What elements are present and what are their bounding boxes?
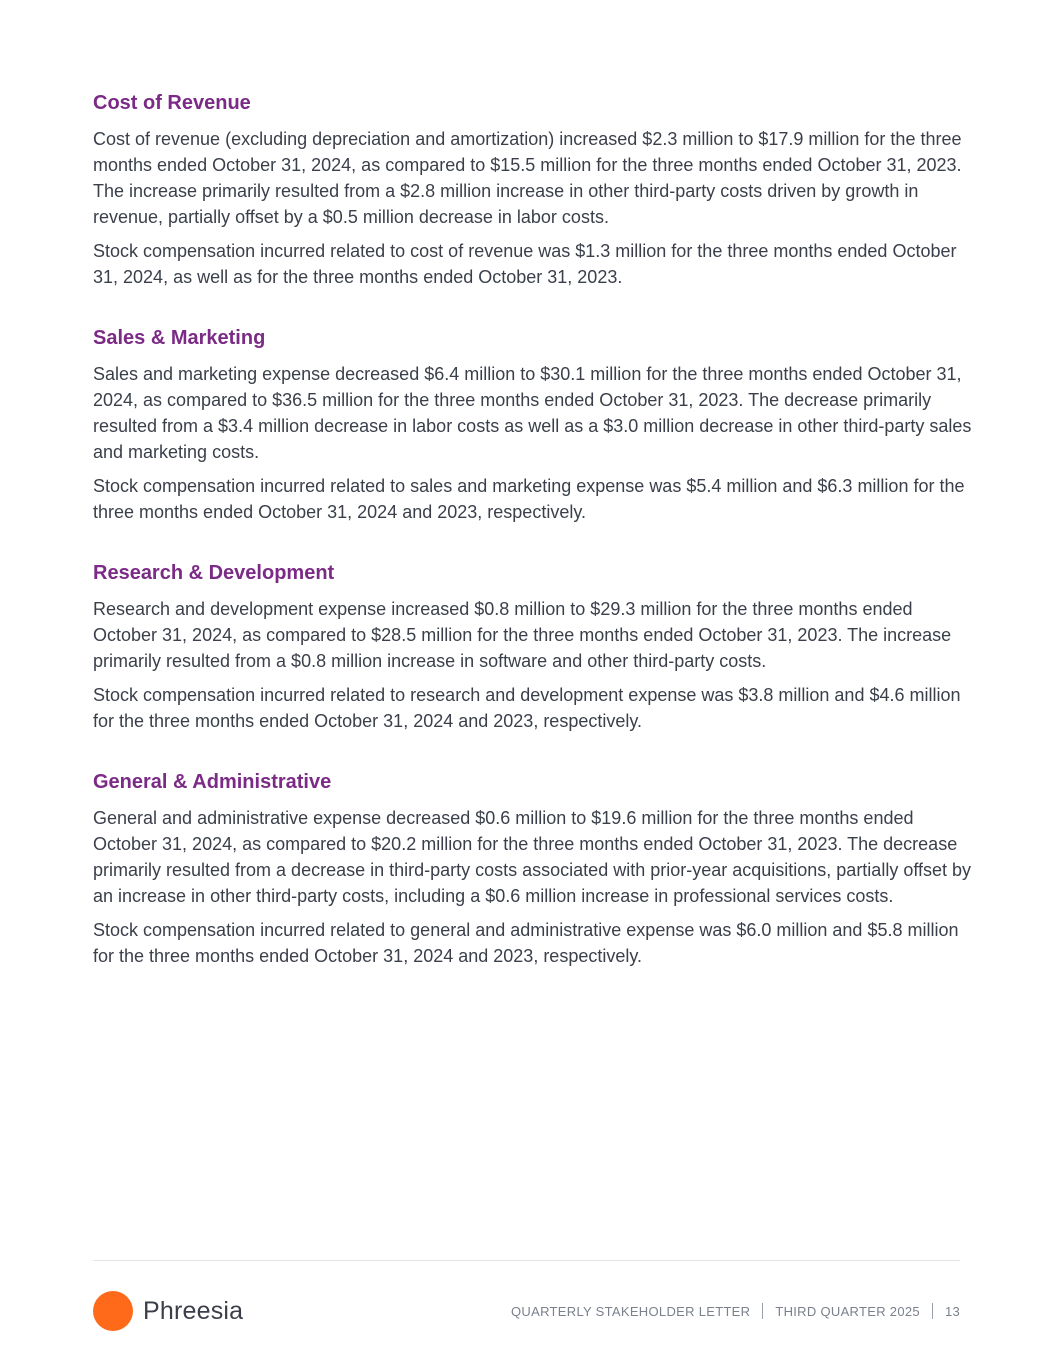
brand-logo xyxy=(93,1290,243,1332)
period-label: THIRD QUARTER 2025 xyxy=(775,1303,920,1319)
section-paragraph: Sales and marketing expense decreased $6.4 million to $30.1 million for the three months ended October 31, 2024, as compared to $36.5 million for the three months ended October 31, 2023. The decrease primarily resulted from a $3.4 million decrease in labor costs as well as a $3.0 million decrease in other third-party sales and marketing costs. xyxy=(93,364,972,462)
section-paragraph: Stock compensation incurred related to general and administrative expense was $6.0 million and $5.8 million for the three months ended October 31, 2024 and 2023, respectively. xyxy=(93,920,959,966)
section-sales-marketing xyxy=(93,325,973,525)
section-paragraph: Cost of revenue (excluding depreciation and amortization) increased $2.3 million to $17.9 million for the three months ended October 31, 2024, as compared to $15.5 million for the three months ended October 31, 2023. The increase primarily resulted from a $2.8 million increase in other third-party costs driven by growth in revenue, partially offset by a $0.5 million decrease in labor costs. xyxy=(93,129,962,227)
section-paragraph: Stock compensation incurred related to sales and marketing expense was $5.4 million and $6.3 million for the three months ended October 31, 2024 and 2023, respectively. xyxy=(93,476,965,522)
section-general-administrative xyxy=(93,769,973,969)
document-body xyxy=(93,90,973,1004)
section-heading: General & Administrative xyxy=(93,771,332,793)
brand-name: Phreesia xyxy=(143,1296,244,1325)
section-heading: Sales & Marketing xyxy=(93,327,266,349)
footer-separator xyxy=(932,1303,933,1319)
footer-divider xyxy=(93,1260,960,1261)
section-paragraph: Stock compensation incurred related to research and development expense was $3.8 million and $4.6 million for the three months ended October 31, 2024 and 2023, respectively. xyxy=(93,685,961,731)
footer-separator xyxy=(762,1303,763,1319)
section-paragraph: Research and development expense increased $0.8 million to $29.3 million for the three months ended October 31, 2024, as compared to $28.5 million for the three months ended October 31, 2023. The increase primarily resulted from a $0.8 million increase in software and other third-party costs. xyxy=(93,599,952,671)
page-footer xyxy=(93,1290,960,1332)
section-research-development xyxy=(93,560,973,734)
section-heading: Research & Development xyxy=(93,562,335,584)
section-cost-of-revenue xyxy=(93,90,973,290)
section-paragraph: Stock compensation incurred related to cost of revenue was $1.3 million for the three months ended October 31, 2024, as well as for the three months ended October 31, 2023. xyxy=(93,241,957,287)
page-number: 13 xyxy=(944,1303,960,1319)
section-paragraph: General and administrative expense decreased $0.6 million to $19.6 million for the three months ended October 31, 2024, as compared to $20.2 million for the three months ended October 31, 2023. The decrease primarily resulted from a decrease in third-party costs associated with prior-year acquisitions, partially offset by an increase in other third-party costs, including a $0.6 million increase in professional services costs. xyxy=(93,808,972,906)
document-label: QUARTERLY STAKEHOLDER LETTER xyxy=(511,1303,751,1319)
section-heading: Cost of Revenue xyxy=(93,92,251,114)
brand-dot-icon xyxy=(93,1291,133,1331)
footer-meta xyxy=(511,1290,960,1332)
